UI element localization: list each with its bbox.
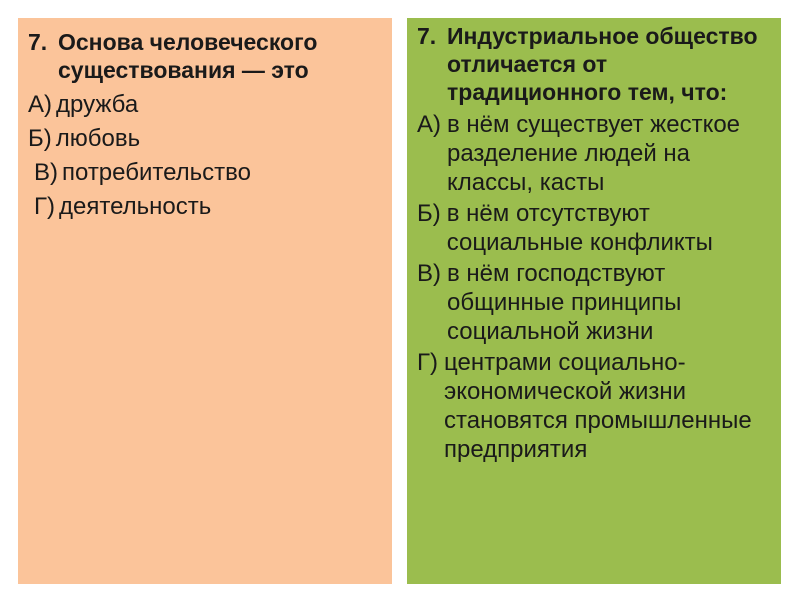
left-question-card: [18, 18, 392, 584]
left-question: [28, 28, 382, 84]
right-question-text: Индустриальное общество отличается от традиционного тем, что:: [447, 23, 758, 105]
right-answer-d[interactable]: [417, 348, 771, 464]
left-answer-d[interactable]: [28, 190, 382, 224]
answer-text: деятельность: [59, 193, 212, 220]
right-question-card: [407, 18, 781, 584]
right-answer-a[interactable]: [417, 110, 771, 197]
left-answer-list: [28, 88, 382, 224]
right-answer-list: [417, 110, 771, 464]
left-answer-b[interactable]: [28, 122, 382, 156]
answer-letter: Б): [28, 125, 52, 152]
answer-letter: Г): [417, 349, 438, 376]
answer-letter: А): [28, 91, 52, 118]
left-question-text: Основа человеческого существования — это: [58, 29, 318, 83]
answer-letter: В): [34, 159, 58, 186]
answer-letter: А): [417, 111, 441, 138]
left-answer-a[interactable]: [28, 88, 382, 122]
answer-letter: Б): [417, 200, 441, 227]
right-question: [417, 22, 771, 106]
right-answer-b[interactable]: [417, 199, 771, 257]
left-question-number: 7.: [28, 29, 48, 55]
left-answer-c[interactable]: [28, 156, 382, 190]
right-question-number: 7.: [417, 23, 437, 49]
answer-text: в нём отсутствуют социальные конфликты: [446, 200, 713, 256]
answer-text: дружба: [56, 91, 139, 118]
answer-letter: Г): [34, 193, 55, 220]
answer-text: в нём господствуют общинные принципы социальной жизни: [447, 260, 682, 345]
answer-text: центрами социально-экономической жизни становятся промышленные предприятия: [444, 349, 752, 463]
right-answer-c[interactable]: [417, 259, 771, 346]
answer-letter: В): [417, 260, 441, 287]
answer-text: в нём существует жесткое разделение людей на классы, касты: [447, 111, 741, 196]
answer-text: потребительство: [62, 159, 251, 186]
answer-text: любовь: [55, 125, 141, 152]
